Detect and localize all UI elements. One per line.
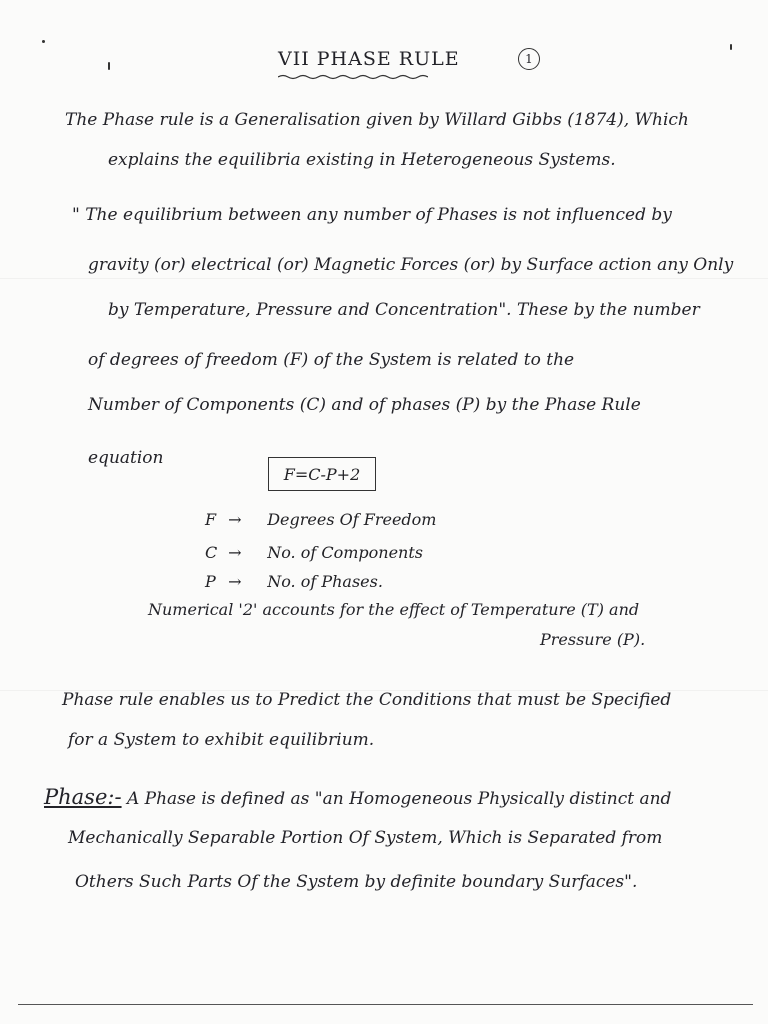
arrow-right-icon: → <box>228 510 242 529</box>
text-line: " The equilibrium between any number of Phases is not influenced by <box>72 205 672 225</box>
text-line: The Phase rule is a Generalisation given by Willard Gibbs (1874), Which <box>65 110 689 130</box>
legend-symbol: P <box>205 572 216 591</box>
legend-item <box>205 543 423 562</box>
page-heading: VII PHASE RULE <box>278 48 460 70</box>
text-line: explains the equilibria existing in Heterogeneous Systems. <box>108 150 616 170</box>
paper-speck <box>108 62 110 70</box>
legend-item <box>205 572 383 591</box>
page-bottom-rule <box>18 1004 753 1005</box>
legend-text: No. of Components <box>267 543 423 562</box>
paragraph-line: for a System to exhibit equilibrium. <box>68 730 375 750</box>
legend-symbol: C <box>205 543 218 562</box>
paper-fold-line <box>0 278 768 279</box>
text-line: equation <box>88 448 164 468</box>
phase-definition-line <box>44 785 671 809</box>
legend-text: No. of Phases. <box>267 572 383 591</box>
arrow-right-icon: → <box>228 572 242 591</box>
text-line: by Temperature, Pressure and Concentration". These by the number <box>108 300 700 320</box>
text-line: Number of Components (C) and of phases (P) by the Phase Rule <box>88 395 641 415</box>
legend-item <box>205 510 436 529</box>
phase-definition-line: Mechanically Separable Portion Of System, Which is Separated from <box>68 828 663 848</box>
phase-rule-formula: F=C-P+2 <box>268 457 376 491</box>
phase-definition-line: Others Such Parts Of the System by definite boundary Surfaces". <box>75 872 638 892</box>
legend-text: Degrees Of Freedom <box>267 510 437 529</box>
text-line: gravity (or) electrical (or) Magnetic Forces (or) by Surface action any Only <box>88 255 734 275</box>
legend-symbol: F <box>205 510 217 529</box>
paper-speck <box>730 44 732 50</box>
text-line: of degrees of freedom (F) of the System is related to the <box>88 350 575 370</box>
phase-label: Phase:- <box>44 785 122 809</box>
numerical-note-continued: Pressure (P). <box>540 630 646 649</box>
page-number: 1 <box>518 48 540 70</box>
paper-speck <box>42 40 45 43</box>
paragraph-line: Phase rule enables us to Predict the Conditions that must be Specified <box>62 690 672 710</box>
arrow-right-icon: → <box>228 543 242 562</box>
numerical-note: Numerical '2' accounts for the effect of Temperature (T) and <box>148 600 640 619</box>
heading-underline <box>278 74 428 80</box>
phase-definition-text: A Phase is defined as "an Homogeneous Physically distinct and <box>126 789 672 809</box>
